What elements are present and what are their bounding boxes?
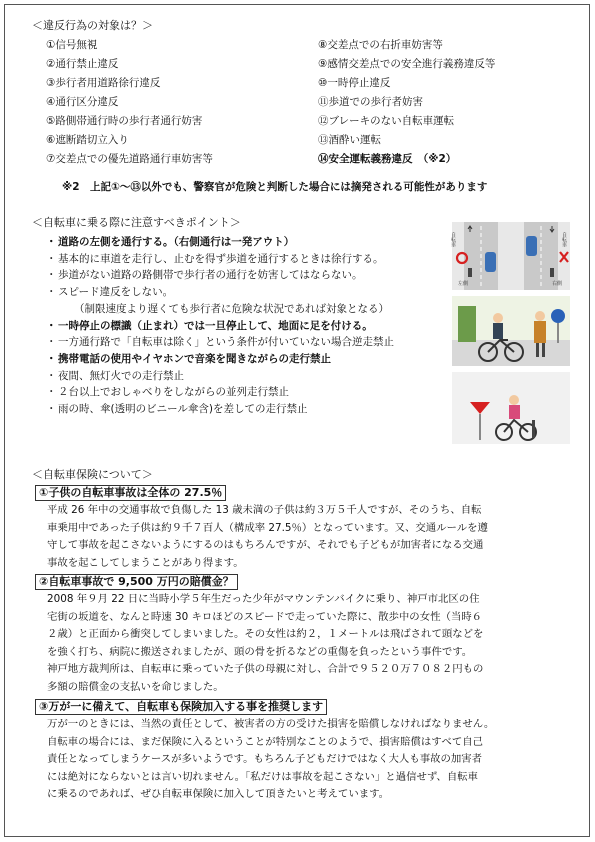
point-item-note: （制限速度より遅くても歩行者に危険な状況であれば対象となる） (74, 302, 389, 315)
insurance-section-3-body: 万が一のときには、当然の責任として、被害者の方の受けた損害を賠償しなければなりません。 自転車の場合には、まだ保険に入るということが特別なことのようで、損害賠償はすべて自己 責任となってしまうケースが多いようです。もちろん子どもだけではなく大人も事故の加害者 には絶対にならないとは言い切れません。「私だけは事故を起こさない」と過信せず、自転車 に乗るのであれば、ぜひ自転車保険に加入して頂きたいと考えています。 (47, 718, 495, 801)
violation-item: ⑬酒酔い運転 (318, 134, 381, 146)
bullet: ・ (46, 319, 57, 332)
bicycle-icon (468, 268, 472, 277)
violation-item: ⑫ブレーキのない自転車運転 (318, 115, 455, 127)
insurance-section-2-title: ②自転車事故で 9,500 万円の賠償金？ (35, 574, 238, 590)
violation-item: ⑪歩道での歩行者妨害 (318, 96, 423, 108)
violation-item: ⑥遮断踏切立入り (46, 134, 129, 146)
pedestrian-sign-icon (551, 309, 565, 323)
point-item: ・ 夜間、無灯火での走行禁止 (46, 368, 446, 385)
violation-item: ⑭安全運転義務違反 （※2） (318, 153, 457, 165)
points-header: ＜自転車に乗る際に注意すべきポイント＞ (32, 216, 241, 229)
point-item: ・ 雨の時、傘(透明のビニール傘含)を差しての走行禁止 (46, 401, 446, 418)
violation-item: ③歩行者用道路徐行違反 (46, 77, 161, 89)
cyclist-pedestrian-illustration (452, 296, 570, 366)
cyclist-body (493, 323, 503, 339)
cyclist-head (509, 395, 519, 405)
violation-item: ⑦交差点での優先道路通行車妨害等 (46, 153, 213, 165)
bullet: ・ (46, 336, 57, 349)
point-item: ・ スピード違反をしない。 (46, 284, 446, 301)
bullet: ・ (46, 286, 57, 299)
insurance-section-1-body: 平成 26 年中の交通事故で負傷した 13 歳未満の子供は約３万５千人ですが、そのうち、自転 車乗用中であった子供は約９千７百人（構成率 27.5％）となっています。又、交通ルールを遵 守して事故を起こさないようにするのはもちろんですが、それでも子どもが加害者になる交通 事故を起こしてしまうことがあり得ます。 (47, 504, 488, 569)
bullet: ・ (46, 403, 57, 416)
road-direction-illustration (452, 222, 570, 290)
pedestrian-body (534, 321, 546, 343)
foot-on-ground (532, 420, 535, 438)
pedestrian-head (535, 311, 545, 321)
violation-item: ④通行区分違反 (46, 96, 119, 108)
violation-item: ⑤路側帯通行時の歩行者通行妨害 (46, 115, 203, 127)
violation-item: ①信号無視 (46, 39, 98, 51)
point-item: ・ 一方通行路で「自転車は除く」という条件が付いていない場合逆走禁止 (46, 334, 446, 351)
violations-header: ＜違反行為の対象は？＞ (32, 19, 153, 32)
point-item: ・ 基本的に車道を走行し、止むを得ず歩道を通行するときは徐行する。 (46, 251, 446, 268)
car-icon (526, 236, 537, 256)
bullet: ・ (46, 236, 57, 248)
violation-item: ⑩一時停止違反 (318, 77, 391, 89)
stop-sign-illustration (452, 372, 570, 444)
bullet: ・ (46, 269, 57, 282)
violation-item: ⑧交差点での右折車妨害等 (318, 39, 443, 51)
bullet: ・ (46, 252, 57, 265)
bicycle-icon (550, 268, 554, 277)
cyclist-body (509, 405, 520, 419)
cyclist-head (493, 313, 503, 323)
left-lane-label: 左側 (458, 281, 469, 287)
sign-left-label: 自転車 (450, 232, 456, 247)
points-list (46, 234, 446, 418)
right-lane-label: 右側 (552, 281, 563, 287)
point-item: ・ ２台以上でおしゃべりをしながらの並列走行禁止 (46, 384, 446, 401)
bullet: ・ (46, 369, 57, 382)
sign-right-label: 自転車 (561, 232, 567, 247)
insurance-section-3-title: ③万が一に備えて、自転車も保険加入する事を推奨します (35, 699, 327, 715)
point-item: ・ 道路の左側を通行する。（右側通行は一発アウト） (46, 234, 446, 251)
point-item: ・ 携帯電話の使用やイヤホンで音楽を聞きながらの走行禁止 (46, 351, 446, 368)
tree-icon (458, 306, 476, 342)
insurance-section-1-title: ①子供の自転車事故は全体の 27.5％ (35, 485, 226, 501)
violations-note: ※2 上記①～⑬以外でも、警察官が危険と判断した場合には摘発される可能性があります (62, 181, 488, 193)
bullet: ・ (46, 352, 57, 365)
car-icon (485, 252, 496, 272)
point-item: ・ 一時停止の標識（止まれ）では一旦停止して、地面に足を付ける。 (46, 318, 446, 335)
insurance-section-2-body: 2008 年９月 22 日に当時小学５年生だった少年がマウンテンバイクに乗り、神戸市北区の住 宅街の坂道を、なんと時速 30 キロほどのスピードで走っていた際に、散歩中の女性（当時６ ２歳）と正面から衝突してしまいました。その女性は約２，１メートルは飛ばされて頭などを を強く打ち、病院に搬送されましたが、頭の骨を折るなどの重傷を負ったという事件です。 神戸地方裁判所は、自転車に乗っていた子供の母親に対し、合計で９５２０万７０８２円もの 多額の賠償金の支払いを命じました。 (47, 593, 484, 693)
violation-item: ②通行禁止違反 (46, 58, 119, 70)
violation-item: ⑨感情交差点での安全進行義務違反等 (318, 58, 496, 70)
bullet: ・ (46, 386, 57, 399)
point-item: ・ 歩道がない道路の路側帯で歩行者の通行を妨害してはならない。 (46, 267, 446, 284)
insurance-header: ＜自転車保険について＞ (32, 468, 153, 481)
